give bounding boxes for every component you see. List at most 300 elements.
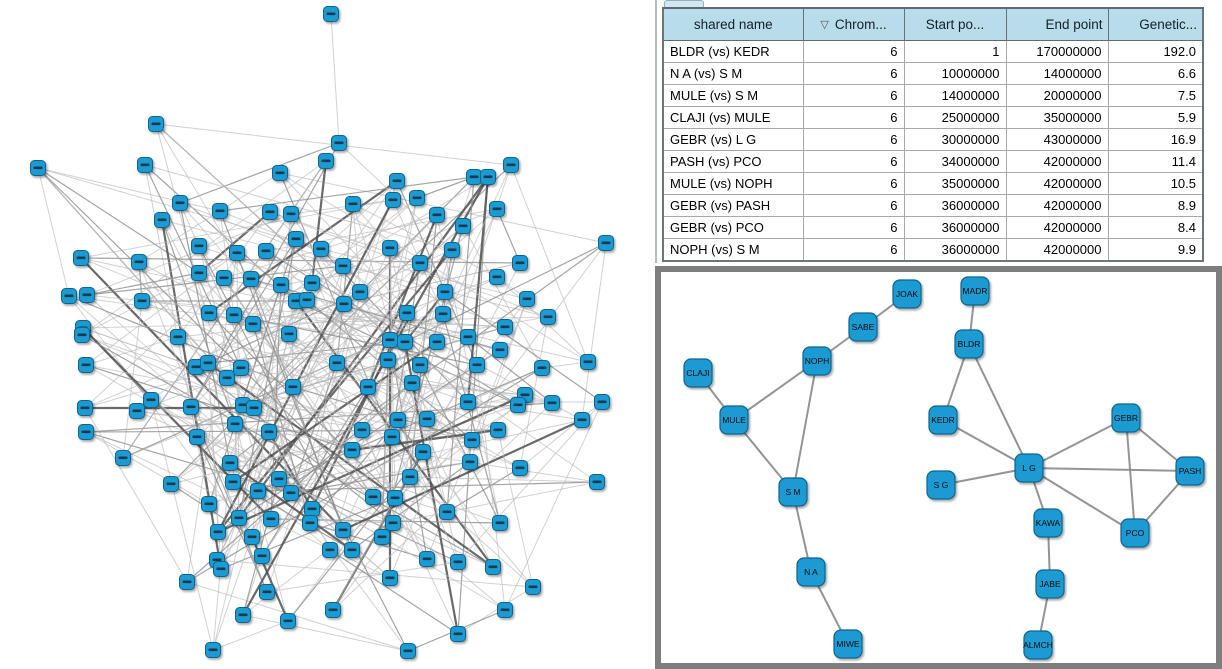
network-node[interactable] bbox=[398, 335, 413, 350]
table-cell[interactable]: 36000000 bbox=[904, 195, 1006, 217]
table-cell[interactable]: 6 bbox=[803, 63, 904, 85]
node-label bbox=[443, 511, 452, 514]
node-label bbox=[433, 341, 442, 344]
network-node[interactable] bbox=[305, 276, 320, 291]
network-node[interactable] bbox=[260, 585, 275, 600]
network-node[interactable] bbox=[226, 475, 241, 490]
network-node[interactable] bbox=[366, 490, 381, 505]
node-label bbox=[220, 277, 229, 280]
table-cell[interactable]: 192.0 bbox=[1108, 41, 1203, 63]
node-label bbox=[308, 508, 317, 511]
network-node[interactable] bbox=[228, 417, 243, 432]
network-node[interactable] bbox=[345, 443, 360, 458]
network-node[interactable] bbox=[236, 608, 251, 623]
network-node[interactable] bbox=[326, 603, 341, 618]
table-cell[interactable]: 43000000 bbox=[1006, 129, 1108, 151]
node-label bbox=[195, 272, 204, 275]
network-node[interactable] bbox=[255, 549, 270, 564]
node-label bbox=[119, 457, 128, 460]
table-cell[interactable]: 6 bbox=[803, 41, 904, 63]
table-cell[interactable]: 36000000 bbox=[904, 239, 1006, 262]
node-label bbox=[158, 219, 167, 222]
network-node[interactable] bbox=[202, 306, 217, 321]
column-header-label: Chrom... bbox=[834, 17, 887, 32]
network-node[interactable] bbox=[232, 511, 247, 526]
network-node[interactable] bbox=[289, 232, 304, 247]
node-label bbox=[147, 399, 156, 402]
network-node[interactable] bbox=[491, 423, 506, 438]
network-node[interactable] bbox=[511, 398, 526, 413]
network-node[interactable] bbox=[184, 400, 199, 415]
network-node[interactable] bbox=[332, 136, 347, 151]
node-label bbox=[394, 419, 403, 422]
network-node[interactable] bbox=[361, 380, 376, 395]
network-node[interactable] bbox=[149, 117, 164, 132]
table-cell[interactable]: 14000000 bbox=[1006, 63, 1108, 85]
node-label bbox=[521, 394, 530, 397]
table-cell[interactable]: 14000000 bbox=[904, 85, 1006, 107]
network-node[interactable] bbox=[284, 207, 299, 222]
network-node-s-m[interactable] bbox=[779, 478, 807, 506]
table-cell[interactable]: 1 bbox=[904, 41, 1006, 63]
node-label: JOAK bbox=[895, 289, 919, 299]
column-header-label: Genetic... bbox=[1139, 17, 1197, 32]
network-node[interactable] bbox=[493, 516, 508, 531]
network-node[interactable] bbox=[456, 219, 471, 234]
network-node[interactable] bbox=[192, 239, 207, 254]
network-node[interactable] bbox=[467, 170, 482, 185]
network-node[interactable] bbox=[144, 393, 159, 408]
network-node[interactable] bbox=[79, 425, 94, 440]
node-label: MADR bbox=[962, 286, 988, 296]
network-node[interactable] bbox=[445, 243, 460, 258]
subnetwork-panel[interactable] bbox=[655, 266, 1222, 669]
node-label bbox=[265, 431, 274, 434]
network-node[interactable] bbox=[220, 371, 235, 386]
node-label bbox=[514, 404, 523, 407]
table-cell[interactable]: 10000000 bbox=[904, 63, 1006, 85]
network-node-n-a[interactable] bbox=[797, 558, 825, 586]
edge-table-panel bbox=[655, 0, 1222, 263]
node-label bbox=[193, 436, 202, 439]
table-cell[interactable]: 5.9 bbox=[1108, 107, 1203, 129]
network-node[interactable] bbox=[465, 433, 480, 448]
network-edge[interactable] bbox=[793, 361, 817, 492]
network-node[interactable] bbox=[440, 505, 455, 520]
node-label bbox=[195, 245, 204, 248]
node-label bbox=[349, 203, 358, 206]
table-cell[interactable]: 10.5 bbox=[1108, 173, 1203, 195]
node-label: MULE bbox=[722, 415, 746, 425]
column-header-startpo[interactable] bbox=[904, 8, 1006, 41]
network-node[interactable] bbox=[461, 395, 476, 410]
node-label bbox=[133, 410, 142, 413]
node-label bbox=[267, 518, 276, 521]
table-cell[interactable]: 9.9 bbox=[1108, 239, 1203, 262]
filter-funnel-icon[interactable]: ▽ bbox=[820, 19, 829, 31]
column-header-endpoint[interactable] bbox=[1006, 8, 1108, 41]
node-label bbox=[263, 591, 272, 594]
table-cell[interactable]: 6 bbox=[803, 217, 904, 239]
table-cell[interactable]: N A (vs) S M bbox=[663, 63, 803, 85]
table-cell[interactable]: 42000000 bbox=[1006, 217, 1108, 239]
subnetwork-canvas[interactable] bbox=[661, 272, 1216, 663]
node-label bbox=[544, 316, 553, 319]
network-node[interactable] bbox=[305, 502, 320, 517]
network-node[interactable] bbox=[430, 335, 445, 350]
node-label bbox=[433, 214, 442, 217]
table-cell[interactable]: 6 bbox=[803, 195, 904, 217]
network-node[interactable] bbox=[336, 259, 351, 274]
node-label bbox=[378, 536, 387, 539]
network-node[interactable] bbox=[345, 543, 360, 558]
network-node[interactable] bbox=[388, 491, 403, 506]
table-cell[interactable]: GEBR (vs) PCO bbox=[663, 217, 803, 239]
table-cell[interactable]: NOPH (vs) S M bbox=[663, 239, 803, 262]
network-node-joak[interactable] bbox=[893, 280, 921, 308]
network-node[interactable] bbox=[353, 285, 368, 300]
network-node[interactable] bbox=[206, 643, 221, 658]
table-cell[interactable]: 6 bbox=[803, 239, 904, 262]
table-cell[interactable]: 42000000 bbox=[1006, 173, 1108, 195]
node-label bbox=[141, 164, 150, 167]
network-node[interactable] bbox=[303, 516, 318, 531]
table-cell[interactable]: MULE (vs) NOPH bbox=[663, 173, 803, 195]
table-cell[interactable]: 16.9 bbox=[1108, 129, 1203, 151]
network-node[interactable] bbox=[541, 310, 556, 325]
network-node[interactable] bbox=[262, 425, 277, 440]
network-node[interactable] bbox=[286, 380, 301, 395]
network-node[interactable] bbox=[130, 404, 145, 419]
network-node-pash[interactable] bbox=[1176, 457, 1204, 485]
network-node[interactable] bbox=[246, 317, 261, 332]
network-node[interactable] bbox=[274, 278, 289, 293]
network-edge bbox=[333, 243, 606, 610]
network-node[interactable] bbox=[135, 294, 150, 309]
table-cell[interactable]: 25000000 bbox=[904, 107, 1006, 129]
node-label bbox=[423, 418, 432, 421]
network-node[interactable] bbox=[526, 580, 541, 595]
network-node[interactable] bbox=[451, 555, 466, 570]
network-node[interactable] bbox=[346, 197, 361, 212]
table-cell[interactable]: PASH (vs) PCO bbox=[663, 151, 803, 173]
network-node[interactable] bbox=[213, 204, 228, 219]
node-label bbox=[538, 367, 547, 370]
network-node-almch[interactable] bbox=[1023, 631, 1053, 659]
table-cell[interactable]: 11.4 bbox=[1108, 151, 1203, 173]
network-node[interactable] bbox=[520, 292, 535, 307]
network-node[interactable] bbox=[390, 174, 405, 189]
network-node-noph[interactable] bbox=[803, 347, 831, 375]
network-node[interactable] bbox=[164, 477, 179, 492]
table-cell[interactable]: 6 bbox=[803, 85, 904, 107]
node-label bbox=[584, 361, 593, 364]
network-node[interactable] bbox=[214, 562, 229, 577]
table-cell[interactable]: 6.6 bbox=[1108, 63, 1203, 85]
node-label bbox=[192, 366, 201, 369]
table-cell[interactable]: 35000000 bbox=[1006, 107, 1108, 129]
node-label bbox=[391, 497, 400, 500]
node-label bbox=[389, 199, 398, 202]
network-edge bbox=[498, 430, 533, 587]
table-cell[interactable]: 35000000 bbox=[904, 173, 1006, 195]
table-cell[interactable]: 20000000 bbox=[1006, 85, 1108, 107]
node-label bbox=[303, 299, 312, 302]
network-node[interactable] bbox=[230, 246, 245, 261]
network-node[interactable] bbox=[461, 330, 476, 345]
table-cell[interactable]: MULE (vs) S M bbox=[663, 85, 803, 107]
network-node[interactable] bbox=[493, 343, 508, 358]
network-node[interactable] bbox=[490, 202, 505, 217]
network-node[interactable] bbox=[383, 241, 398, 256]
node-label bbox=[473, 364, 482, 367]
node-label bbox=[468, 439, 477, 442]
column-header-genetic[interactable] bbox=[1108, 8, 1203, 41]
table-cell[interactable]: 36000000 bbox=[904, 217, 1006, 239]
network-node[interactable] bbox=[234, 361, 249, 376]
network-node[interactable] bbox=[438, 285, 453, 300]
node-label bbox=[205, 312, 214, 315]
network-edge bbox=[582, 243, 606, 420]
table-header-row bbox=[663, 8, 1203, 41]
network-node[interactable] bbox=[391, 413, 406, 428]
network-node[interactable] bbox=[401, 644, 416, 659]
network-node[interactable] bbox=[244, 272, 259, 287]
network-node[interactable] bbox=[190, 430, 205, 445]
network-node[interactable] bbox=[490, 270, 505, 285]
network-node-jabe[interactable] bbox=[1036, 570, 1064, 598]
network-node-bldr[interactable] bbox=[955, 330, 983, 358]
node-label bbox=[287, 492, 296, 495]
network-node[interactable] bbox=[223, 456, 238, 471]
network-node[interactable] bbox=[201, 356, 216, 371]
node-label bbox=[364, 386, 373, 389]
table-cell[interactable]: 30000000 bbox=[904, 129, 1006, 151]
node-label bbox=[247, 278, 256, 281]
network-node[interactable] bbox=[381, 353, 396, 368]
node-label bbox=[548, 402, 557, 405]
network-node[interactable] bbox=[451, 627, 466, 642]
network-node[interactable] bbox=[355, 423, 370, 438]
network-node-l-g[interactable] bbox=[1015, 454, 1043, 482]
node-label bbox=[176, 202, 185, 205]
node-label bbox=[78, 334, 87, 337]
network-node-kedr[interactable] bbox=[929, 406, 957, 434]
network-node[interactable] bbox=[330, 356, 345, 371]
network-node[interactable] bbox=[481, 170, 496, 185]
node-label bbox=[308, 282, 317, 285]
network-node[interactable] bbox=[264, 512, 279, 527]
network-node[interactable] bbox=[74, 251, 89, 266]
network-node[interactable] bbox=[171, 330, 186, 345]
table-cell[interactable]: GEBR (vs) L G bbox=[663, 129, 803, 151]
network-node-kawa[interactable] bbox=[1034, 509, 1062, 537]
network-node[interactable] bbox=[498, 603, 513, 618]
network-node[interactable] bbox=[78, 401, 93, 416]
network-node[interactable] bbox=[192, 266, 207, 281]
node-label bbox=[213, 559, 222, 562]
network-node[interactable] bbox=[386, 193, 401, 208]
network-node[interactable] bbox=[75, 328, 90, 343]
network-node[interactable] bbox=[180, 575, 195, 590]
network-node[interactable] bbox=[319, 154, 334, 169]
network-node-pco[interactable] bbox=[1121, 519, 1149, 547]
network-node[interactable] bbox=[227, 308, 242, 323]
table-cell[interactable]: 6 bbox=[803, 129, 904, 151]
network-node[interactable] bbox=[263, 205, 278, 220]
network-node[interactable] bbox=[416, 445, 431, 460]
network-node[interactable] bbox=[535, 361, 550, 376]
network-edge[interactable] bbox=[1126, 418, 1135, 533]
table-cell[interactable]: 6 bbox=[803, 173, 904, 195]
network-node-s-g[interactable] bbox=[927, 471, 955, 499]
network-node[interactable] bbox=[323, 543, 338, 558]
network-node-mule[interactable] bbox=[720, 406, 748, 434]
network-node[interactable] bbox=[282, 327, 297, 342]
network-node[interactable] bbox=[132, 255, 147, 270]
network-node[interactable] bbox=[383, 333, 398, 348]
network-node[interactable] bbox=[383, 571, 398, 586]
node-label bbox=[386, 577, 395, 580]
network-node[interactable] bbox=[420, 412, 435, 427]
network-node[interactable] bbox=[324, 7, 339, 22]
table-cell[interactable]: 6 bbox=[803, 151, 904, 173]
node-label bbox=[439, 313, 448, 316]
column-header-label: shared name bbox=[693, 17, 773, 32]
node-label bbox=[237, 367, 246, 370]
network-node-miwe[interactable] bbox=[834, 630, 862, 658]
node-label bbox=[356, 291, 365, 294]
network-node[interactable] bbox=[498, 320, 513, 335]
network-node[interactable] bbox=[211, 525, 226, 540]
table-cell[interactable]: 42000000 bbox=[1006, 239, 1108, 262]
network-node[interactable] bbox=[575, 413, 590, 428]
node-label: S M bbox=[785, 487, 801, 497]
network-node[interactable] bbox=[581, 355, 596, 370]
network-node[interactable] bbox=[470, 358, 485, 373]
table-row bbox=[663, 41, 1203, 63]
network-edge[interactable] bbox=[1029, 468, 1190, 471]
network-node[interactable] bbox=[173, 196, 188, 211]
table-cell[interactable]: 6 bbox=[803, 107, 904, 129]
node-label bbox=[348, 449, 357, 452]
table-cell[interactable]: 7.5 bbox=[1108, 85, 1203, 107]
network-node[interactable] bbox=[116, 451, 131, 466]
network-node[interactable] bbox=[259, 244, 274, 259]
network-node[interactable] bbox=[284, 486, 299, 501]
node-label bbox=[275, 478, 284, 481]
node-label bbox=[287, 213, 296, 216]
table-row bbox=[663, 63, 1203, 85]
network-node[interactable] bbox=[202, 497, 217, 512]
network-node[interactable] bbox=[300, 293, 315, 308]
network-node-madr[interactable] bbox=[961, 277, 989, 305]
table-cell[interactable]: GEBR (vs) PASH bbox=[663, 195, 803, 217]
network-node[interactable] bbox=[413, 256, 428, 271]
network-node[interactable] bbox=[430, 208, 445, 223]
network-node[interactable] bbox=[436, 307, 451, 322]
network-node-sabe[interactable] bbox=[849, 313, 877, 341]
node-label bbox=[406, 476, 415, 479]
network-node[interactable] bbox=[272, 472, 287, 487]
node-label bbox=[229, 481, 238, 484]
network-node[interactable] bbox=[138, 158, 153, 173]
network-edge bbox=[331, 14, 339, 143]
network-edge[interactable] bbox=[969, 344, 1029, 468]
network-node[interactable] bbox=[314, 242, 329, 257]
network-node[interactable] bbox=[420, 552, 435, 567]
network-node[interactable] bbox=[413, 358, 428, 373]
network-node[interactable] bbox=[245, 530, 260, 545]
network-node[interactable] bbox=[247, 401, 262, 416]
node-label bbox=[183, 581, 192, 584]
network-node[interactable] bbox=[79, 358, 94, 373]
node-label bbox=[204, 362, 213, 365]
table-cell[interactable]: 42000000 bbox=[1006, 151, 1108, 173]
column-header-sharedname[interactable] bbox=[663, 8, 803, 41]
table-cell[interactable]: 34000000 bbox=[904, 151, 1006, 173]
network-node[interactable] bbox=[80, 288, 95, 303]
network-node-claji[interactable] bbox=[684, 359, 712, 387]
node-label: PCO bbox=[1125, 528, 1145, 538]
network-node[interactable] bbox=[410, 191, 425, 206]
node-label bbox=[339, 265, 348, 268]
table-row bbox=[663, 85, 1203, 107]
network-node[interactable] bbox=[504, 158, 519, 173]
network-node[interactable] bbox=[595, 395, 610, 410]
network-node-gebr[interactable] bbox=[1112, 404, 1140, 432]
network-node[interactable] bbox=[251, 484, 266, 499]
node-label bbox=[408, 382, 417, 385]
node-label bbox=[327, 13, 336, 16]
network-node[interactable] bbox=[405, 376, 420, 391]
table-cell[interactable]: CLAJI (vs) MULE bbox=[663, 107, 803, 129]
network-node[interactable] bbox=[403, 470, 418, 485]
network-node[interactable] bbox=[155, 213, 170, 228]
network-node[interactable] bbox=[513, 256, 528, 271]
network-node[interactable] bbox=[400, 306, 415, 321]
table-cell[interactable]: 8.9 bbox=[1108, 195, 1203, 217]
table-cell[interactable]: 8.4 bbox=[1108, 217, 1203, 239]
node-label: NOPH bbox=[804, 356, 830, 366]
table-cell[interactable]: BLDR (vs) KEDR bbox=[663, 41, 803, 63]
node-label bbox=[333, 362, 342, 365]
node-label: GEBR bbox=[1113, 413, 1139, 423]
network-node[interactable] bbox=[337, 297, 352, 312]
network-node[interactable] bbox=[590, 475, 605, 490]
network-node[interactable] bbox=[545, 396, 560, 411]
network-node[interactable] bbox=[599, 236, 614, 251]
network-node[interactable] bbox=[62, 289, 77, 304]
column-header-chrom[interactable] bbox=[803, 8, 904, 41]
network-node[interactable] bbox=[31, 161, 46, 176]
table-cell[interactable]: 170000000 bbox=[1006, 41, 1108, 63]
network-node[interactable] bbox=[385, 430, 400, 445]
network-node[interactable] bbox=[463, 455, 478, 470]
network-node[interactable] bbox=[386, 516, 401, 531]
network-node[interactable] bbox=[336, 523, 351, 538]
network-node[interactable] bbox=[273, 166, 288, 181]
network-node[interactable] bbox=[217, 271, 232, 286]
network-node[interactable] bbox=[281, 614, 296, 629]
node-label bbox=[231, 423, 240, 426]
table-cell[interactable]: 42000000 bbox=[1006, 195, 1108, 217]
node-label bbox=[214, 531, 223, 534]
network-node[interactable] bbox=[486, 560, 501, 575]
network-node[interactable] bbox=[513, 461, 528, 476]
column-header-label: Start po... bbox=[925, 17, 985, 32]
network-node[interactable] bbox=[375, 530, 390, 545]
